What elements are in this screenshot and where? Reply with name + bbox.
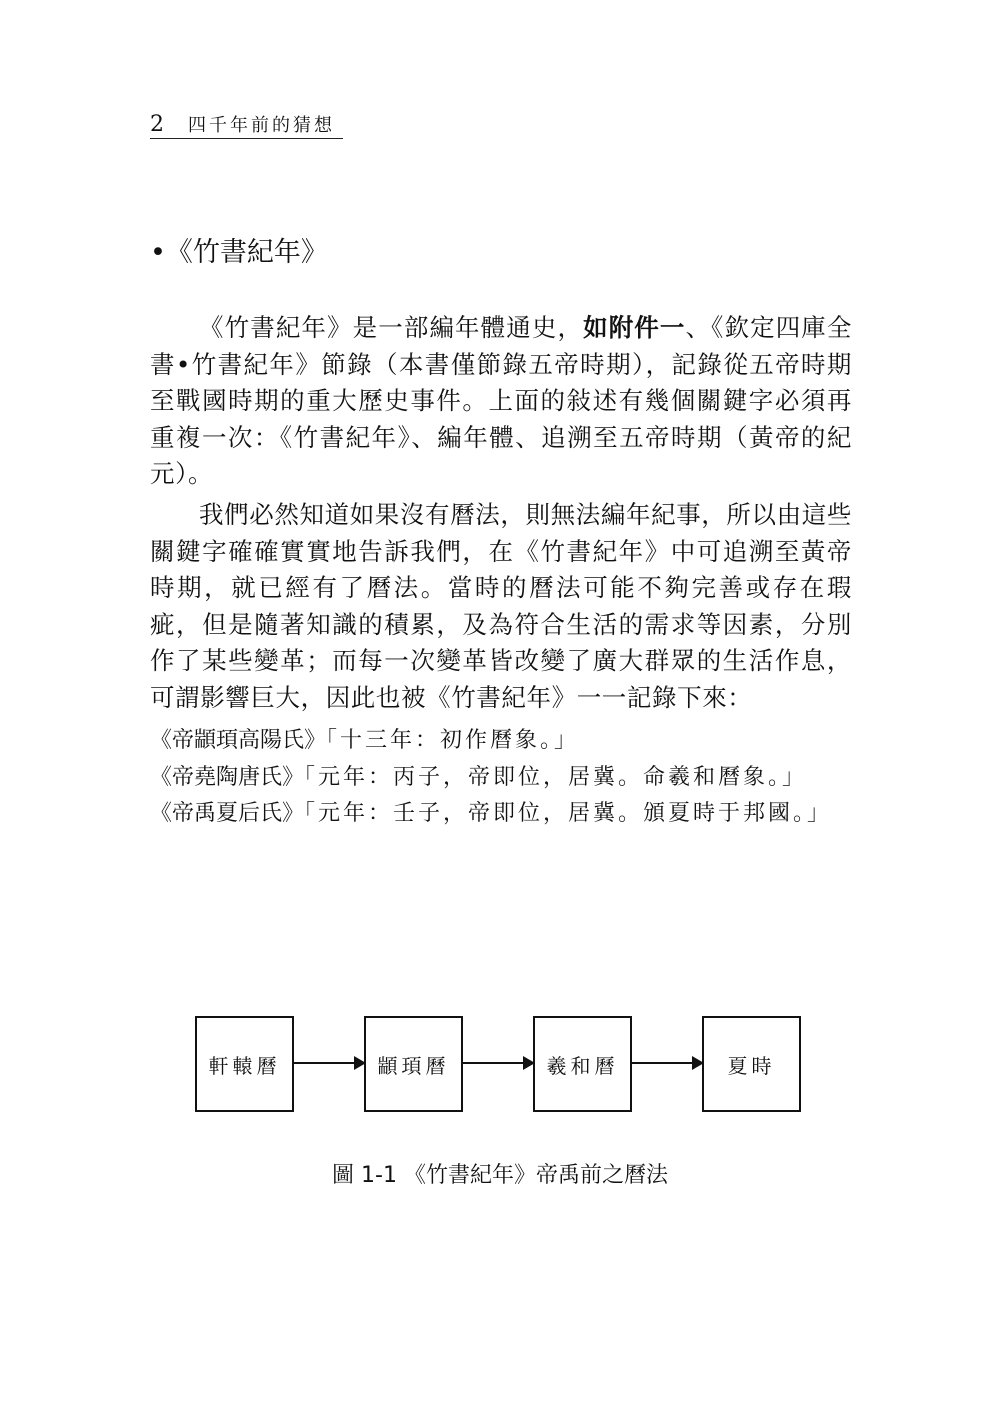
quote-source: 《帝堯陶唐氏》 [150, 764, 305, 790]
flow-arrow [463, 1062, 533, 1064]
quote-line [150, 796, 870, 833]
paragraph-1-text-cont: 、《欽定四庫全書•竹書紀年》節錄（本書僅節錄五帝時期），記錄從五帝時期至戰國時期的重大歷史事件。上面的敍述有幾個關鍵字必須再重複一次：《竹書紀年》、編年體、追溯至五帝時期（黃帝的紀元）。 [150, 313, 853, 488]
paragraph-2 [150, 497, 852, 716]
paragraph-1-text: 《竹書紀年》是一部編年體通史， [199, 313, 584, 342]
calendar-flowchart [195, 1016, 799, 1112]
paragraph-2-text: 我們必然知道如果沒有曆法，則無法編年紀事，所以由這些關鍵字確確實實地告訴我們，在《竹書紀年》中可追溯至黃帝時期，就已經有了曆法。當時的曆法可能不夠完善或存在瑕疵，但是隨著知識的積累，及為符合生活的需求等因素，分別作了某些變革；而每一次變革皆改變了廣大群眾的生活作息，可謂影響巨大，因此也被《竹書紀年》一一記錄下來： [150, 500, 852, 712]
flow-box-xihe: 羲和曆 [533, 1016, 632, 1112]
flow-arrow [632, 1062, 702, 1064]
quote-line [150, 760, 870, 797]
flow-box-xiashi: 夏時 [702, 1016, 801, 1112]
quote-text: 「元年：丙子，帝即位，居冀。命羲和曆象。」 [304, 764, 808, 790]
section-title: •《竹書紀年》 [150, 237, 328, 268]
quote-list [150, 723, 870, 833]
flow-box-xuanyuan: 軒轅曆 [195, 1016, 294, 1112]
figure-caption: 圖 1-1 《竹書紀年》帝禹前之曆法 [332, 1163, 668, 1188]
paragraph-1 [150, 310, 852, 493]
running-header [150, 112, 343, 139]
quote-line [150, 723, 870, 760]
flow-box-zhuanxu: 顓頊曆 [364, 1016, 463, 1112]
quote-text: 「元年：壬子，帝即位，居冀。頒夏時于邦國。」 [304, 801, 833, 826]
quote-text: 「十三年：初作曆象。」 [326, 728, 580, 753]
book-title: 四千年前的猜想 [188, 115, 336, 136]
quote-source: 《帝顓頊高陽氏》 [150, 728, 327, 753]
quote-source: 《帝禹夏后氏》 [150, 801, 305, 826]
page-number: 2 [150, 112, 164, 137]
appendix-reference: 如附件一 [583, 313, 686, 342]
flow-arrow [294, 1062, 364, 1064]
